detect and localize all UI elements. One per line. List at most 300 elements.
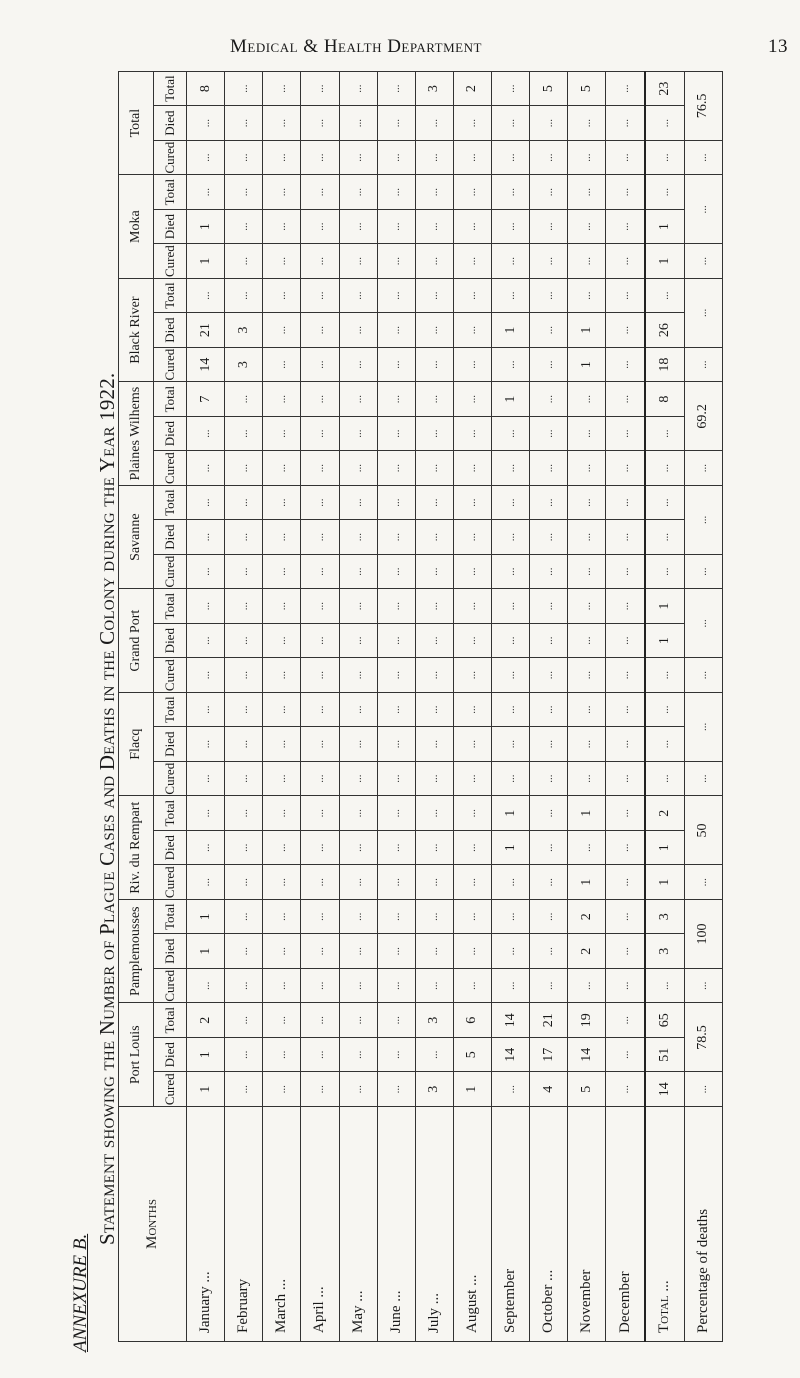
district-header: Plaines Wilhems: [119, 382, 154, 486]
table-cell: ...: [606, 1038, 645, 1073]
table-cell: ...: [301, 140, 339, 175]
sub-header: Died: [154, 830, 187, 865]
table-cell: ...: [225, 830, 263, 865]
table-cell: ...: [339, 71, 377, 106]
table-cell: ...: [530, 451, 568, 486]
table-cell: ...: [606, 968, 645, 1003]
total-row: [645, 71, 684, 1341]
table-cell: 2: [568, 934, 606, 969]
table-cell: ...: [606, 727, 645, 762]
table-cell: ...: [225, 934, 263, 969]
table-cell: ...: [415, 175, 453, 210]
table-cell: ...: [645, 520, 684, 555]
table-cell: ...: [530, 865, 568, 900]
table-cell: ...: [415, 140, 453, 175]
table-cell: ...: [568, 658, 606, 693]
table-cell: ...: [301, 71, 339, 106]
sub-header: Cured: [154, 865, 187, 900]
table-cell: ...: [263, 761, 301, 796]
table-cell: ...: [530, 899, 568, 934]
page-header-title: Medical & Health Department: [230, 36, 482, 57]
table-row: [530, 71, 568, 1341]
table-cell: ...: [377, 1038, 415, 1073]
table-cell: ...: [187, 416, 225, 451]
months-header: Months: [119, 1107, 187, 1342]
table-cell: ...: [377, 830, 415, 865]
table-cell: ...: [568, 244, 606, 279]
table-cell: ...: [225, 485, 263, 520]
table-cell: ...: [568, 623, 606, 658]
table-cell: ...: [187, 451, 225, 486]
table-cell: 6: [453, 1003, 491, 1038]
statement-title: Statement showing the Number of Plague Cases and Deaths in the Colony during the Year 1922.: [95, 372, 119, 1245]
table-cell: 1: [187, 1072, 225, 1107]
table-cell: ...: [339, 1003, 377, 1038]
table-cell: ...: [301, 347, 339, 382]
table-cell: 14: [645, 1072, 684, 1107]
table-cell: ...: [492, 865, 530, 900]
table-cell: 1: [492, 313, 530, 348]
table-cell: ...: [187, 658, 225, 693]
percentage-cell: ...: [684, 485, 722, 554]
table-cell: ...: [339, 761, 377, 796]
table-cell: ...: [415, 589, 453, 624]
table-cell: ...: [301, 589, 339, 624]
table-cell: ...: [301, 209, 339, 244]
table-cell: ...: [415, 796, 453, 831]
table-cell: ...: [263, 347, 301, 382]
table-cell: ...: [453, 209, 491, 244]
table-cell: 65: [645, 1003, 684, 1038]
table-cell: ...: [684, 658, 722, 693]
table-cell: ...: [377, 589, 415, 624]
table-cell: ...: [492, 106, 530, 141]
table-cell: 1: [645, 865, 684, 900]
table-cell: ...: [568, 278, 606, 313]
plague-statistics-table-wrapper: [118, 72, 723, 1342]
table-cell: ...: [568, 175, 606, 210]
table-cell: ...: [339, 1038, 377, 1073]
table-cell: ...: [339, 175, 377, 210]
table-cell: ...: [263, 278, 301, 313]
table-cell: ...: [301, 1003, 339, 1038]
table-cell: ...: [301, 382, 339, 417]
table-cell: ...: [225, 865, 263, 900]
table-cell: ...: [453, 623, 491, 658]
table-cell: ...: [187, 968, 225, 1003]
table-cell: ...: [684, 1072, 722, 1107]
table-cell: ...: [187, 761, 225, 796]
table-cell: 7: [187, 382, 225, 417]
table-cell: ...: [530, 658, 568, 693]
table-cell: ...: [339, 554, 377, 589]
table-cell: ...: [377, 658, 415, 693]
month-label: August ...: [453, 1107, 491, 1342]
table-cell: 1: [645, 244, 684, 279]
table-cell: 19: [568, 1003, 606, 1038]
table-cell: ...: [568, 485, 606, 520]
table-cell: ...: [187, 830, 225, 865]
table-cell: ...: [530, 485, 568, 520]
sub-header: Total: [154, 382, 187, 417]
table-cell: ...: [530, 761, 568, 796]
percentage-cell: 50: [684, 796, 722, 865]
district-header: Moka: [119, 175, 154, 279]
table-cell: ...: [377, 485, 415, 520]
table-cell: ...: [415, 209, 453, 244]
table-row: [263, 71, 301, 1341]
table-cell: ...: [377, 623, 415, 658]
table-cell: ...: [415, 485, 453, 520]
table-cell: ...: [530, 520, 568, 555]
percentage-row: [684, 71, 722, 1341]
table-cell: ...: [377, 796, 415, 831]
sub-header: Total: [154, 589, 187, 624]
table-row: [568, 71, 606, 1341]
table-cell: ...: [225, 209, 263, 244]
district-header: Savanne: [119, 485, 154, 589]
table-cell: ...: [606, 658, 645, 693]
table-cell: ...: [530, 968, 568, 1003]
table-cell: ...: [606, 209, 645, 244]
table-cell: ...: [453, 865, 491, 900]
percentage-cell: 100: [684, 899, 722, 968]
table-row: [225, 71, 263, 1341]
table-row: [339, 71, 377, 1341]
month-label: December: [606, 1107, 645, 1342]
table-cell: 51: [645, 1038, 684, 1073]
table-cell: ...: [492, 899, 530, 934]
table-cell: ...: [684, 347, 722, 382]
sub-header: Died: [154, 106, 187, 141]
table-cell: ...: [301, 554, 339, 589]
table-cell: ...: [225, 140, 263, 175]
annex-label: ANNEXURE B.: [70, 1233, 91, 1352]
table-cell: ...: [530, 554, 568, 589]
table-cell: ...: [453, 554, 491, 589]
table-cell: ...: [492, 209, 530, 244]
table-cell: ...: [492, 244, 530, 279]
table-cell: ...: [645, 451, 684, 486]
table-cell: ...: [492, 278, 530, 313]
table-cell: ...: [606, 140, 645, 175]
table-cell: ...: [263, 899, 301, 934]
table-cell: ...: [606, 382, 645, 417]
table-cell: ...: [606, 554, 645, 589]
table-cell: ...: [415, 347, 453, 382]
table-cell: 1: [568, 865, 606, 900]
table-cell: 1: [492, 830, 530, 865]
table-cell: ...: [187, 106, 225, 141]
table-cell: ...: [225, 692, 263, 727]
table-cell: ...: [187, 520, 225, 555]
table-cell: ...: [301, 761, 339, 796]
table-cell: 4: [530, 1072, 568, 1107]
sub-header: Died: [154, 313, 187, 348]
sub-header: Total: [154, 71, 187, 106]
table-cell: 3: [415, 1072, 453, 1107]
table-cell: ...: [568, 968, 606, 1003]
table-cell: ...: [339, 830, 377, 865]
table-cell: ...: [530, 106, 568, 141]
table-cell: ...: [301, 1038, 339, 1073]
table-cell: ...: [684, 140, 722, 175]
table-cell: ...: [263, 244, 301, 279]
table-cell: 3: [645, 899, 684, 934]
table-cell: ...: [339, 485, 377, 520]
table-cell: 2: [568, 899, 606, 934]
table-cell: 1: [568, 796, 606, 831]
table-cell: ...: [301, 278, 339, 313]
table-cell: ...: [263, 140, 301, 175]
table-cell: ...: [606, 416, 645, 451]
month-label: January ...: [187, 1107, 225, 1342]
table-cell: ...: [530, 623, 568, 658]
table-cell: ...: [187, 140, 225, 175]
table-cell: ...: [568, 520, 606, 555]
table-cell: ...: [530, 416, 568, 451]
district-header: Grand Port: [119, 589, 154, 693]
table-cell: ...: [606, 278, 645, 313]
table-cell: ...: [263, 382, 301, 417]
table-cell: ...: [415, 761, 453, 796]
table-cell: ...: [263, 71, 301, 106]
table-cell: ...: [301, 899, 339, 934]
table-cell: ...: [377, 175, 415, 210]
month-label: April ...: [301, 1107, 339, 1342]
sub-header: Cured: [154, 554, 187, 589]
table-cell: ...: [301, 727, 339, 762]
table-cell: ...: [187, 175, 225, 210]
table-cell: ...: [187, 865, 225, 900]
table-cell: ...: [492, 175, 530, 210]
table-cell: ...: [339, 106, 377, 141]
sub-header: Died: [154, 727, 187, 762]
table-cell: ...: [568, 830, 606, 865]
table-cell: ...: [377, 761, 415, 796]
table-cell: ...: [415, 382, 453, 417]
table-cell: 3: [225, 313, 263, 348]
table-cell: 1: [645, 623, 684, 658]
table-cell: ...: [301, 485, 339, 520]
table-cell: ...: [225, 589, 263, 624]
table-cell: ...: [453, 727, 491, 762]
table-cell: ...: [606, 692, 645, 727]
sub-header: Total: [154, 1003, 187, 1038]
table-cell: ...: [339, 658, 377, 693]
table-cell: ...: [377, 313, 415, 348]
table-cell: ...: [453, 692, 491, 727]
table-cell: ...: [492, 485, 530, 520]
table-cell: ...: [530, 347, 568, 382]
table-cell: ...: [225, 451, 263, 486]
table-cell: ...: [606, 589, 645, 624]
sub-header: Total: [154, 796, 187, 831]
table-cell: ...: [492, 934, 530, 969]
table-cell: ...: [225, 416, 263, 451]
table-cell: ...: [606, 347, 645, 382]
table-cell: ...: [339, 209, 377, 244]
table-cell: ...: [263, 623, 301, 658]
table-cell: ...: [492, 554, 530, 589]
sub-header: Cured: [154, 968, 187, 1003]
table-cell: ...: [606, 175, 645, 210]
table-cell: ...: [453, 934, 491, 969]
table-cell: 1: [568, 313, 606, 348]
table-cell: 3: [225, 347, 263, 382]
table-cell: ...: [339, 692, 377, 727]
table-cell: ...: [645, 968, 684, 1003]
table-cell: ...: [645, 175, 684, 210]
table-cell: ...: [606, 899, 645, 934]
table-cell: ...: [530, 278, 568, 313]
percentage-cell: ...: [684, 692, 722, 761]
table-cell: ...: [377, 382, 415, 417]
table-cell: 1: [568, 347, 606, 382]
table-cell: ...: [263, 106, 301, 141]
page-header: [230, 32, 800, 62]
month-label: February: [225, 1107, 263, 1342]
table-cell: ...: [263, 934, 301, 969]
table-cell: ...: [606, 934, 645, 969]
table-cell: 1: [187, 1038, 225, 1073]
table-cell: ...: [377, 140, 415, 175]
percentage-cell: ...: [684, 278, 722, 347]
percentage-cell: ...: [684, 589, 722, 658]
table-cell: ...: [263, 658, 301, 693]
table-cell: ...: [339, 347, 377, 382]
percentage-cell: 69.2: [684, 382, 722, 451]
table-cell: ...: [645, 727, 684, 762]
table-cell: 3: [645, 934, 684, 969]
table-cell: ...: [530, 175, 568, 210]
table-cell: ...: [301, 520, 339, 555]
table-cell: ...: [187, 623, 225, 658]
month-label: September: [492, 1107, 530, 1342]
table-cell: ...: [492, 623, 530, 658]
percentage-cell: ...: [684, 175, 722, 244]
table-cell: ...: [225, 1038, 263, 1073]
table-cell: ...: [187, 554, 225, 589]
table-cell: ...: [492, 416, 530, 451]
table-cell: ...: [415, 865, 453, 900]
table-cell: ...: [415, 416, 453, 451]
table-cell: ...: [606, 485, 645, 520]
sub-header: Cured: [154, 761, 187, 796]
month-label: March ...: [263, 1107, 301, 1342]
table-cell: ...: [645, 140, 684, 175]
table-cell: ...: [339, 416, 377, 451]
table-cell: ...: [377, 244, 415, 279]
table-cell: ...: [453, 796, 491, 831]
table-cell: ...: [606, 451, 645, 486]
percentage-label: Percentage of deaths: [684, 1107, 722, 1342]
table-cell: 1: [187, 209, 225, 244]
table-cell: ...: [339, 589, 377, 624]
table-cell: 5: [453, 1038, 491, 1073]
table-cell: ...: [606, 830, 645, 865]
table-cell: ...: [492, 727, 530, 762]
table-cell: ...: [530, 727, 568, 762]
month-label: July ...: [415, 1107, 453, 1342]
table-cell: ...: [339, 1072, 377, 1107]
district-header: Riv. du Rempart: [119, 796, 154, 900]
table-cell: ...: [530, 244, 568, 279]
table-cell: ...: [415, 1038, 453, 1073]
table-cell: ...: [530, 934, 568, 969]
month-label: October ...: [530, 1107, 568, 1342]
district-header: Pamplemousses: [119, 899, 154, 1003]
table-cell: ...: [453, 244, 491, 279]
table-cell: ...: [415, 520, 453, 555]
table-cell: ...: [568, 451, 606, 486]
table-cell: ...: [415, 313, 453, 348]
table-cell: ...: [187, 796, 225, 831]
table-cell: ...: [301, 692, 339, 727]
table-cell: 14: [568, 1038, 606, 1073]
table-cell: ...: [339, 140, 377, 175]
table-cell: ...: [415, 623, 453, 658]
table-cell: ...: [225, 106, 263, 141]
table-cell: ...: [339, 244, 377, 279]
table-cell: ...: [645, 416, 684, 451]
table-cell: ...: [339, 934, 377, 969]
table-cell: 2: [187, 1003, 225, 1038]
table-cell: ...: [453, 658, 491, 693]
table-cell: ...: [377, 934, 415, 969]
table-cell: ...: [415, 830, 453, 865]
table-cell: ...: [377, 692, 415, 727]
table-cell: ...: [492, 71, 530, 106]
table-cell: ...: [339, 451, 377, 486]
sub-header: Died: [154, 209, 187, 244]
table-cell: ...: [301, 106, 339, 141]
table-row: [453, 71, 491, 1341]
table-cell: 1: [645, 830, 684, 865]
table-cell: 1: [187, 244, 225, 279]
table-cell: ...: [453, 485, 491, 520]
table-cell: ...: [377, 968, 415, 1003]
sub-header: Died: [154, 623, 187, 658]
table-cell: ...: [453, 761, 491, 796]
table-cell: ...: [263, 968, 301, 1003]
table-cell: ...: [377, 727, 415, 762]
table-cell: 1: [187, 899, 225, 934]
table-cell: ...: [301, 658, 339, 693]
table-cell: ...: [339, 796, 377, 831]
table-cell: ...: [492, 347, 530, 382]
table-cell: 3: [415, 71, 453, 106]
table-cell: ...: [301, 830, 339, 865]
table-cell: ...: [453, 899, 491, 934]
table-cell: ...: [606, 520, 645, 555]
table-cell: ...: [606, 106, 645, 141]
table-cell: ...: [263, 796, 301, 831]
sub-header: Died: [154, 520, 187, 555]
table-cell: ...: [301, 175, 339, 210]
table-cell: ...: [263, 416, 301, 451]
table-cell: 26: [645, 313, 684, 348]
table-cell: ...: [263, 589, 301, 624]
table-cell: ...: [263, 1003, 301, 1038]
table-cell: ...: [415, 968, 453, 1003]
total-label: Total ...: [645, 1107, 684, 1342]
table-cell: ...: [377, 106, 415, 141]
table-cell: ...: [453, 968, 491, 1003]
table-cell: 5: [568, 71, 606, 106]
table-cell: ...: [453, 313, 491, 348]
plague-statistics-table: [118, 71, 723, 1342]
